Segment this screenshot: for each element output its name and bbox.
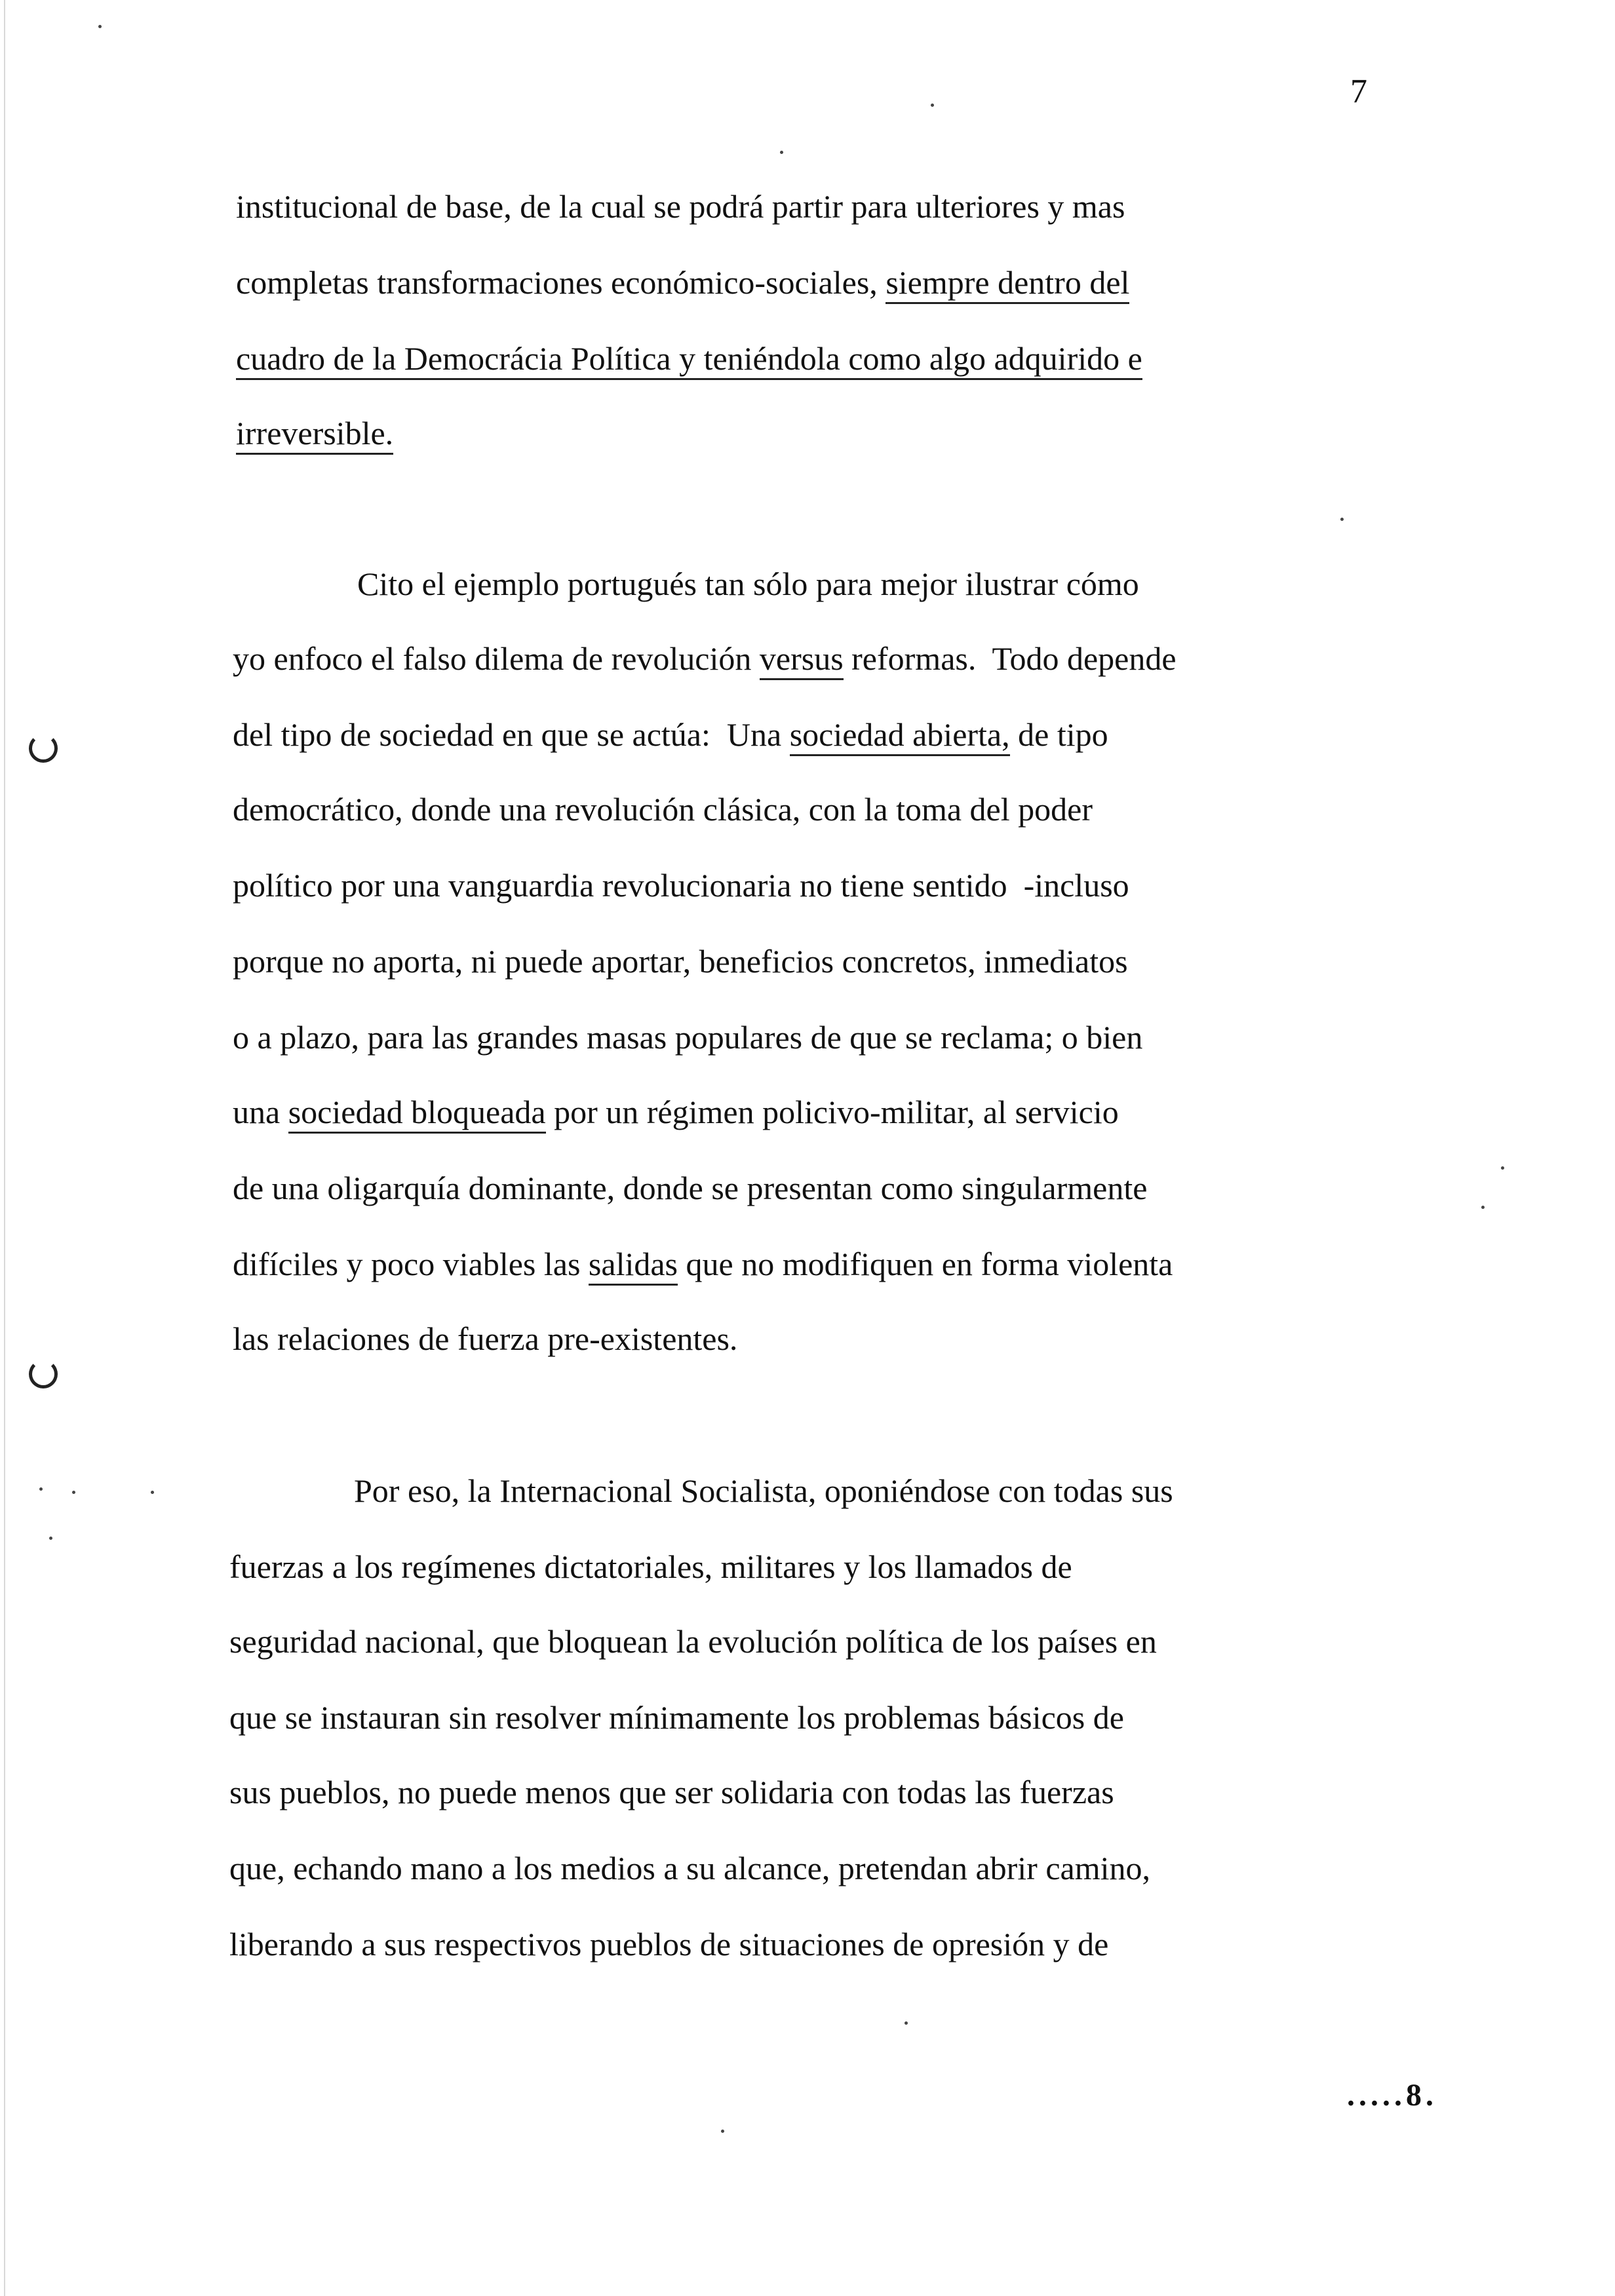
underlined-phrase: sociedad bloqueada (288, 1094, 546, 1134)
continuation-marker: .....8. (1347, 2078, 1437, 2113)
scan-speck (151, 1491, 154, 1494)
text-line: porque no aporta, ni puede aportar, beneficios concretos, inmediatos (233, 943, 1128, 980)
punch-hole-mark (29, 1360, 58, 1388)
text-line: liberando a sus respectivos pueblos de situaciones de opresión y de (229, 1926, 1109, 1962)
text-line: seguridad nacional, que bloquean la evolución política de los países en (229, 1623, 1157, 1660)
scan-speck (1481, 1206, 1485, 1209)
underlined-phrase: cuadro de la Democrácia Política y teniéndola como algo adquirido e (236, 340, 1142, 380)
text-line: democrático, donde una revolución clásica, con la toma del poder (233, 791, 1093, 828)
underlined-phrase: sociedad abierta, (790, 716, 1010, 756)
underlined-phrase: salidas (589, 1246, 678, 1286)
text-line: Cito el ejemplo portugués tan sólo para mejor ilustrar cómo (357, 565, 1139, 602)
page-number: 7 (1350, 73, 1391, 110)
underlined-phrase: siempre dentro del (885, 264, 1129, 304)
scan-speck (98, 25, 102, 28)
scan-speck (49, 1537, 52, 1540)
text-line: Por eso, la Internacional Socialista, oponiéndose con todas sus (354, 1472, 1173, 1509)
text-line: político por una vanguardia revolucionaria no tiene sentido -incluso (233, 867, 1129, 904)
scan-speck (39, 1487, 43, 1491)
text-line: de una oligarquía dominante, donde se presentan como singularmente (233, 1170, 1148, 1206)
text-line: las relaciones de fuerza pre-existentes. (233, 1320, 738, 1357)
text-line: sus pueblos, no puede menos que ser solidaria con todas las fuerzas (229, 1774, 1114, 1810)
text-line: yo enfoco el falso dilema de revolución versus reformas. Todo depende (233, 640, 1177, 678)
text-line: del tipo de sociedad en que se actúa: Una sociedad abierta, de tipo (233, 716, 1108, 754)
text-line: que se instauran sin resolver mínimamente los problemas básicos de (229, 1699, 1124, 1736)
underlined-phrase: versus (760, 640, 844, 680)
text-line (236, 414, 393, 452)
punch-hole-mark (29, 734, 58, 763)
scan-speck (721, 2130, 724, 2133)
underlined-phrase: irreversible. (236, 415, 393, 455)
text-line: o a plazo, para las grandes masas populares de que se reclama; o bien (233, 1019, 1143, 1056)
scan-speck (1340, 518, 1344, 521)
text-line: que, echando mano a los medios a su alcance, pretendan abrir camino, (229, 1850, 1151, 1886)
scan-speck (931, 104, 934, 107)
text-line (236, 339, 1142, 377)
scan-speck (780, 151, 783, 154)
scan-speck (72, 1491, 75, 1494)
scan-speck (905, 2021, 908, 2025)
text-line: completas transformaciones económico-sociales, siempre dentro del (236, 263, 1129, 301)
scan-speck (1501, 1166, 1504, 1170)
text-line: institucional de base, de la cual se podrá partir para ulteriores y mas (236, 188, 1125, 225)
text-line: una sociedad bloqueada por un régimen policivo-militar, al servicio (233, 1093, 1119, 1131)
scan-edge-line (4, 0, 5, 2296)
text-line: fuerzas a los regímenes dictatoriales, militares y los llamados de (229, 1548, 1072, 1585)
text-line: difíciles y poco viables las salidas que no modifiquen en forma violenta (233, 1245, 1173, 1283)
